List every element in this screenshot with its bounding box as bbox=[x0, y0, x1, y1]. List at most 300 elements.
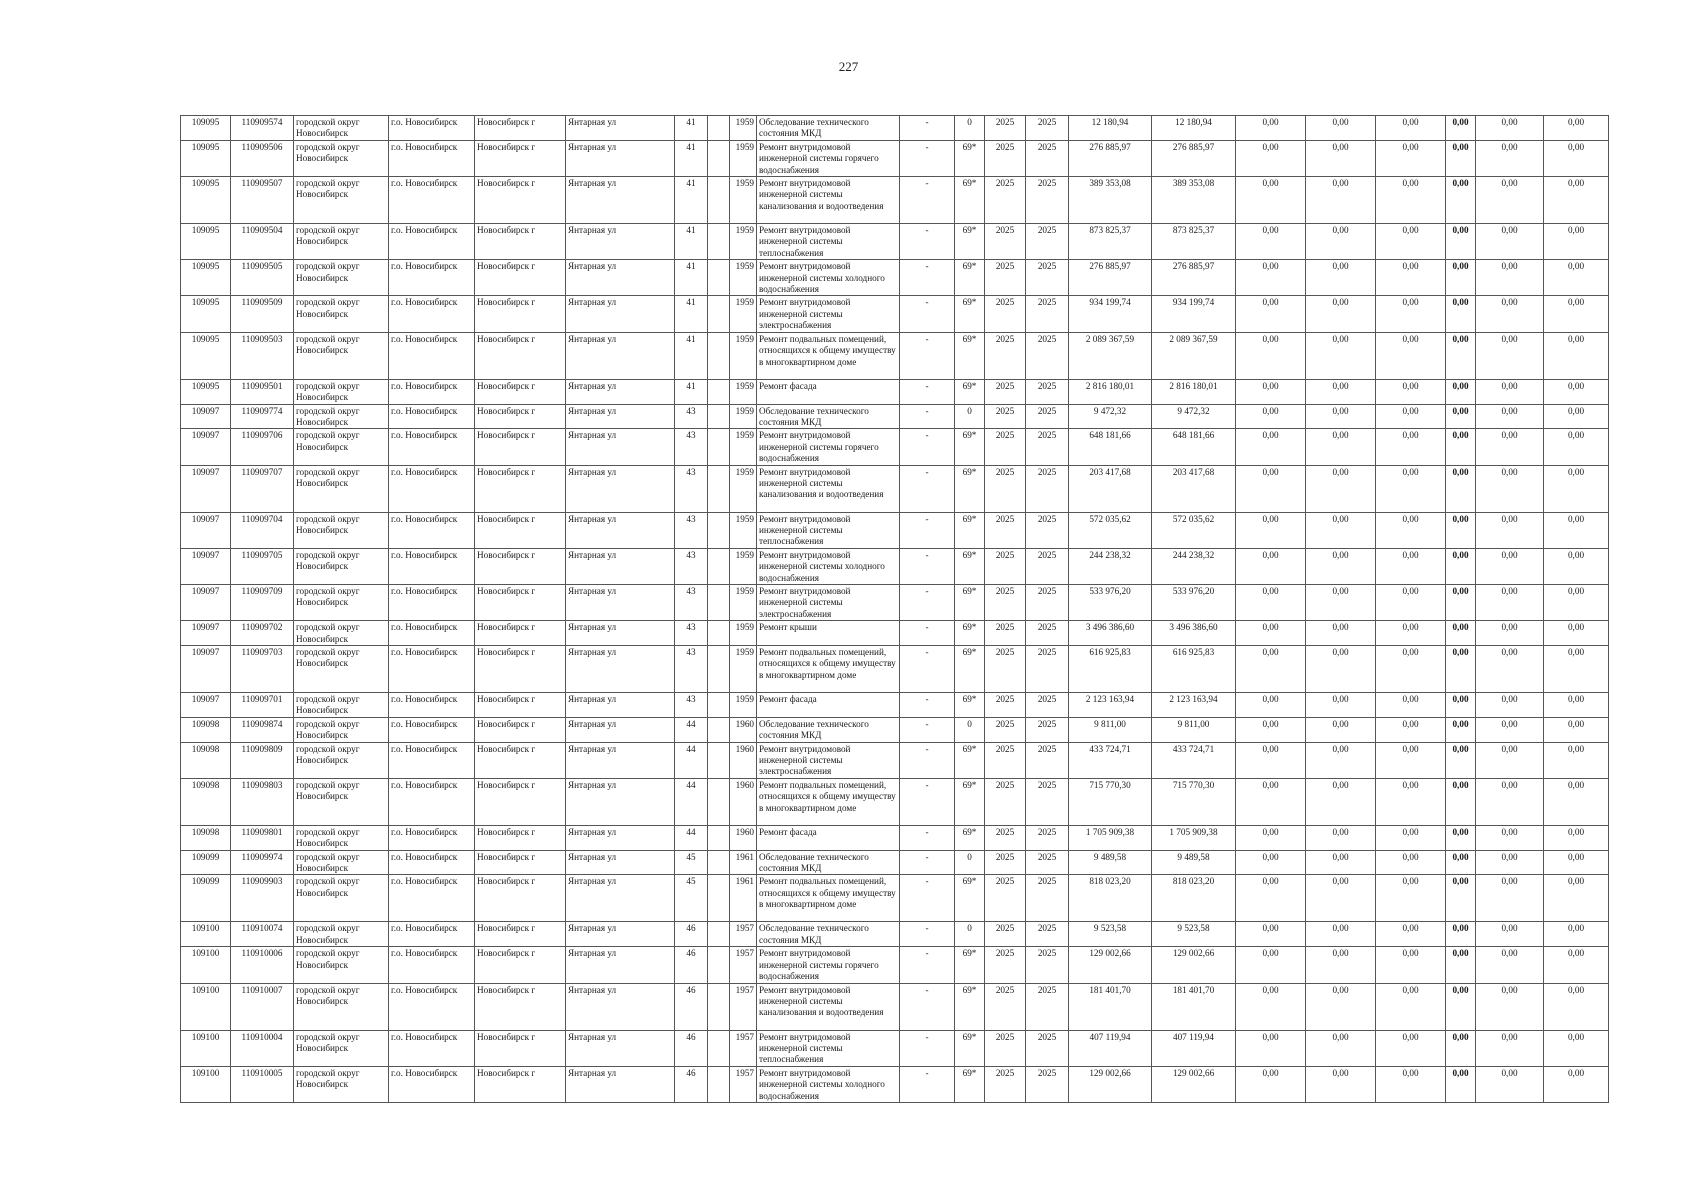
cell-service-life: 0 bbox=[955, 922, 985, 947]
cell-cost-col-5: 0,00 bbox=[1476, 947, 1544, 983]
cell-total-cost: 9 472,32 bbox=[1069, 404, 1152, 429]
cell-service-life: 69* bbox=[955, 379, 985, 404]
cell-district: г.о. Новосибирск bbox=[389, 548, 475, 584]
cell-cost-col-5: 0,00 bbox=[1476, 825, 1544, 850]
cell-cost-col-1: 0,00 bbox=[1236, 296, 1306, 332]
cell-cost-col-1: 0,00 bbox=[1236, 404, 1306, 429]
cell-building-letter bbox=[708, 850, 730, 875]
cell-municipality: городской округ Новосибирск bbox=[294, 825, 389, 850]
cell-work-type: Ремонт фасада bbox=[757, 825, 900, 850]
cell-cost-col-4: 0,00 bbox=[1446, 224, 1476, 260]
cell-cost-col-2: 0,00 bbox=[1306, 825, 1376, 850]
cell-street: Янтарная ул bbox=[566, 584, 675, 620]
cell-cost-col-5: 0,00 bbox=[1476, 465, 1544, 512]
cell-service-life: 69* bbox=[955, 693, 985, 718]
cell-work-type: Обследование технического состояния МКД bbox=[757, 404, 900, 429]
cell-municipality: городской округ Новосибирск bbox=[294, 224, 389, 260]
cell-house-id: 109100 bbox=[181, 1066, 231, 1102]
cell-house-id: 109098 bbox=[181, 778, 231, 825]
cell-cost-col-2: 0,00 bbox=[1306, 429, 1376, 465]
cell-fund-cost: 533 976,20 bbox=[1152, 584, 1236, 620]
cell-cost-col-3: 0,00 bbox=[1376, 140, 1446, 176]
cell-build-year: 1957 bbox=[730, 1030, 757, 1066]
cell-work-type: Ремонт внутридомовой инженерной системы горячего водоснабжения bbox=[757, 429, 900, 465]
cell-house-number: 41 bbox=[675, 116, 708, 141]
cell-city: Новосибирск г bbox=[475, 332, 566, 379]
cell-city: Новосибирск г bbox=[475, 116, 566, 141]
cell-work-type: Ремонт внутридомовой инженерной системы теплоснабжения bbox=[757, 512, 900, 548]
cell-cost-col-2: 0,00 bbox=[1306, 584, 1376, 620]
cell-plan-year-start: 2025 bbox=[985, 429, 1026, 465]
cell-service-life: 69* bbox=[955, 584, 985, 620]
cell-house-id: 109095 bbox=[181, 260, 231, 296]
cell-cost-col-4: 0,00 bbox=[1446, 116, 1476, 141]
cell-cost-col-3: 0,00 bbox=[1376, 742, 1446, 778]
cell-street: Янтарная ул bbox=[566, 850, 675, 875]
cell-house-id: 109097 bbox=[181, 429, 231, 465]
cell-total-cost: 276 885,97 bbox=[1069, 140, 1152, 176]
cell-municipality: городской округ Новосибирск bbox=[294, 1030, 389, 1066]
cell-work-id: 110909809 bbox=[231, 742, 294, 778]
cell-house-id: 109097 bbox=[181, 621, 231, 646]
cell-building-letter bbox=[708, 621, 730, 646]
cell-unit: - bbox=[900, 548, 955, 584]
cell-cost-col-1: 0,00 bbox=[1236, 332, 1306, 379]
cell-total-cost: 1 705 909,38 bbox=[1069, 825, 1152, 850]
cell-total-cost: 9 523,58 bbox=[1069, 922, 1152, 947]
cell-build-year: 1961 bbox=[730, 850, 757, 875]
cell-fund-cost: 244 238,32 bbox=[1152, 548, 1236, 584]
cell-work-id: 110910005 bbox=[231, 1066, 294, 1102]
cell-cost-col-4: 0,00 bbox=[1446, 465, 1476, 512]
cell-cost-col-5: 0,00 bbox=[1476, 646, 1544, 693]
cell-work-id: 110909707 bbox=[231, 465, 294, 512]
cell-building-letter bbox=[708, 778, 730, 825]
cell-cost-col-6: 0,00 bbox=[1544, 983, 1609, 1030]
cell-plan-year-start: 2025 bbox=[985, 296, 1026, 332]
cell-unit: - bbox=[900, 983, 955, 1030]
cell-cost-col-6: 0,00 bbox=[1544, 584, 1609, 620]
cell-cost-col-6: 0,00 bbox=[1544, 1066, 1609, 1102]
cell-house-number: 44 bbox=[675, 778, 708, 825]
cell-fund-cost: 181 401,70 bbox=[1152, 983, 1236, 1030]
cell-work-id: 110909801 bbox=[231, 825, 294, 850]
cell-total-cost: 12 180,94 bbox=[1069, 116, 1152, 141]
cell-cost-col-2: 0,00 bbox=[1306, 983, 1376, 1030]
cell-service-life: 69* bbox=[955, 646, 985, 693]
cell-house-id: 109095 bbox=[181, 177, 231, 224]
cell-plan-year-start: 2025 bbox=[985, 742, 1026, 778]
cell-municipality: городской округ Новосибирск bbox=[294, 983, 389, 1030]
cell-cost-col-2: 0,00 bbox=[1306, 465, 1376, 512]
cell-plan-year-start: 2025 bbox=[985, 177, 1026, 224]
table-row bbox=[181, 621, 1609, 646]
cell-municipality: городской округ Новосибирск bbox=[294, 742, 389, 778]
cell-fund-cost: 2 123 163,94 bbox=[1152, 693, 1236, 718]
cell-service-life: 69* bbox=[955, 621, 985, 646]
cell-cost-col-6: 0,00 bbox=[1544, 332, 1609, 379]
cell-street: Янтарная ул bbox=[566, 260, 675, 296]
cell-plan-year-end: 2025 bbox=[1026, 512, 1069, 548]
cell-total-cost: 2 816 180,01 bbox=[1069, 379, 1152, 404]
cell-cost-col-4: 0,00 bbox=[1446, 922, 1476, 947]
cell-municipality: городской округ Новосибирск bbox=[294, 850, 389, 875]
cell-district: г.о. Новосибирск bbox=[389, 379, 475, 404]
cell-cost-col-6: 0,00 bbox=[1544, 465, 1609, 512]
cell-city: Новосибирск г bbox=[475, 693, 566, 718]
cell-city: Новосибирск г bbox=[475, 260, 566, 296]
cell-build-year: 1959 bbox=[730, 621, 757, 646]
cell-cost-col-3: 0,00 bbox=[1376, 983, 1446, 1030]
cell-street: Янтарная ул bbox=[566, 717, 675, 742]
cell-street: Янтарная ул bbox=[566, 140, 675, 176]
cell-building-letter bbox=[708, 646, 730, 693]
cell-street: Янтарная ул bbox=[566, 429, 675, 465]
cell-cost-col-6: 0,00 bbox=[1544, 512, 1609, 548]
cell-fund-cost: 389 353,08 bbox=[1152, 177, 1236, 224]
cell-plan-year-start: 2025 bbox=[985, 621, 1026, 646]
cell-cost-col-6: 0,00 bbox=[1544, 429, 1609, 465]
cell-plan-year-end: 2025 bbox=[1026, 296, 1069, 332]
cell-total-cost: 818 023,20 bbox=[1069, 875, 1152, 922]
cell-building-letter bbox=[708, 177, 730, 224]
cell-street: Янтарная ул bbox=[566, 947, 675, 983]
cell-building-letter bbox=[708, 512, 730, 548]
cell-unit: - bbox=[900, 850, 955, 875]
cell-work-id: 110909505 bbox=[231, 260, 294, 296]
cell-work-id: 110909974 bbox=[231, 850, 294, 875]
cell-cost-col-3: 0,00 bbox=[1376, 332, 1446, 379]
cell-work-id: 110910004 bbox=[231, 1030, 294, 1066]
cell-cost-col-5: 0,00 bbox=[1476, 512, 1544, 548]
table-row bbox=[181, 548, 1609, 584]
cell-cost-col-1: 0,00 bbox=[1236, 260, 1306, 296]
cell-fund-cost: 9 472,32 bbox=[1152, 404, 1236, 429]
cell-work-type: Обследование технического состояния МКД bbox=[757, 116, 900, 141]
cell-cost-col-6: 0,00 bbox=[1544, 850, 1609, 875]
cell-municipality: городской округ Новосибирск bbox=[294, 548, 389, 584]
cell-service-life: 69* bbox=[955, 778, 985, 825]
cell-house-id: 109095 bbox=[181, 296, 231, 332]
cell-cost-col-4: 0,00 bbox=[1446, 548, 1476, 584]
cell-house-number: 43 bbox=[675, 512, 708, 548]
cell-cost-col-4: 0,00 bbox=[1446, 177, 1476, 224]
cell-cost-col-1: 0,00 bbox=[1236, 512, 1306, 548]
cell-plan-year-start: 2025 bbox=[985, 983, 1026, 1030]
cell-plan-year-start: 2025 bbox=[985, 778, 1026, 825]
cell-total-cost: 389 353,08 bbox=[1069, 177, 1152, 224]
cell-street: Янтарная ул bbox=[566, 404, 675, 429]
cell-work-id: 110909703 bbox=[231, 646, 294, 693]
cell-fund-cost: 818 023,20 bbox=[1152, 875, 1236, 922]
cell-cost-col-3: 0,00 bbox=[1376, 778, 1446, 825]
cell-street: Янтарная ул bbox=[566, 512, 675, 548]
cell-city: Новосибирск г bbox=[475, 512, 566, 548]
cell-cost-col-2: 0,00 bbox=[1306, 646, 1376, 693]
cell-cost-col-6: 0,00 bbox=[1544, 140, 1609, 176]
cell-work-type: Обследование технического состояния МКД bbox=[757, 850, 900, 875]
cell-cost-col-5: 0,00 bbox=[1476, 260, 1544, 296]
cell-house-id: 109097 bbox=[181, 693, 231, 718]
cell-cost-col-6: 0,00 bbox=[1544, 548, 1609, 584]
cell-street: Янтарная ул bbox=[566, 332, 675, 379]
cell-work-type: Ремонт внутридомовой инженерной системы электроснабжения bbox=[757, 742, 900, 778]
cell-plan-year-start: 2025 bbox=[985, 260, 1026, 296]
cell-cost-col-4: 0,00 bbox=[1446, 404, 1476, 429]
cell-cost-col-5: 0,00 bbox=[1476, 621, 1544, 646]
cell-district: г.о. Новосибирск bbox=[389, 465, 475, 512]
table-row bbox=[181, 742, 1609, 778]
cell-house-number: 46 bbox=[675, 1066, 708, 1102]
cell-municipality: городской округ Новосибирск bbox=[294, 778, 389, 825]
cell-build-year: 1959 bbox=[730, 548, 757, 584]
cell-cost-col-5: 0,00 bbox=[1476, 584, 1544, 620]
cell-cost-col-5: 0,00 bbox=[1476, 177, 1544, 224]
cell-unit: - bbox=[900, 379, 955, 404]
cell-work-type: Ремонт внутридомовой инженерной системы теплоснабжения bbox=[757, 224, 900, 260]
cell-work-type: Ремонт подвальных помещений, относящихся к общему имуществу в многоквартирном доме bbox=[757, 332, 900, 379]
cell-district: г.о. Новосибирск bbox=[389, 742, 475, 778]
table-row bbox=[181, 140, 1609, 176]
cell-cost-col-4: 0,00 bbox=[1446, 717, 1476, 742]
cell-total-cost: 244 238,32 bbox=[1069, 548, 1152, 584]
cell-build-year: 1960 bbox=[730, 742, 757, 778]
cell-service-life: 69* bbox=[955, 177, 985, 224]
cell-street: Янтарная ул bbox=[566, 693, 675, 718]
cell-city: Новосибирск г bbox=[475, 584, 566, 620]
cell-plan-year-end: 2025 bbox=[1026, 548, 1069, 584]
cell-city: Новосибирск г bbox=[475, 717, 566, 742]
cell-total-cost: 873 825,37 bbox=[1069, 224, 1152, 260]
cell-plan-year-end: 2025 bbox=[1026, 584, 1069, 620]
cell-fund-cost: 12 180,94 bbox=[1152, 116, 1236, 141]
cell-cost-col-3: 0,00 bbox=[1376, 646, 1446, 693]
cell-build-year: 1959 bbox=[730, 116, 757, 141]
cell-service-life: 69* bbox=[955, 825, 985, 850]
cell-fund-cost: 9 489,58 bbox=[1152, 850, 1236, 875]
cell-cost-col-2: 0,00 bbox=[1306, 548, 1376, 584]
cell-build-year: 1960 bbox=[730, 778, 757, 825]
cell-work-type: Ремонт внутридомовой инженерной системы горячего водоснабжения bbox=[757, 140, 900, 176]
cell-cost-col-2: 0,00 bbox=[1306, 379, 1376, 404]
cell-building-letter bbox=[708, 332, 730, 379]
cell-house-number: 43 bbox=[675, 429, 708, 465]
cell-building-letter bbox=[708, 260, 730, 296]
cell-building-letter bbox=[708, 465, 730, 512]
cell-municipality: городской округ Новосибирск bbox=[294, 140, 389, 176]
cell-work-type: Ремонт подвальных помещений, относящихся к общему имуществу в многоквартирном доме bbox=[757, 778, 900, 825]
cell-house-id: 109095 bbox=[181, 140, 231, 176]
cell-municipality: городской округ Новосибирск bbox=[294, 404, 389, 429]
table-row bbox=[181, 404, 1609, 429]
cell-work-id: 110909704 bbox=[231, 512, 294, 548]
cell-service-life: 69* bbox=[955, 1066, 985, 1102]
cell-municipality: городской округ Новосибирск bbox=[294, 947, 389, 983]
cell-street: Янтарная ул bbox=[566, 116, 675, 141]
cell-cost-col-1: 0,00 bbox=[1236, 379, 1306, 404]
cell-house-id: 109098 bbox=[181, 742, 231, 778]
cell-work-id: 110909803 bbox=[231, 778, 294, 825]
cell-plan-year-start: 2025 bbox=[985, 947, 1026, 983]
cell-cost-col-4: 0,00 bbox=[1446, 584, 1476, 620]
cell-total-cost: 572 035,62 bbox=[1069, 512, 1152, 548]
cell-municipality: городской округ Новосибирск bbox=[294, 429, 389, 465]
cell-work-type: Ремонт подвальных помещений, относящихся к общему имуществу в многоквартирном доме bbox=[757, 646, 900, 693]
cell-cost-col-2: 0,00 bbox=[1306, 296, 1376, 332]
cell-city: Новосибирск г bbox=[475, 177, 566, 224]
cell-cost-col-5: 0,00 bbox=[1476, 404, 1544, 429]
cell-cost-col-2: 0,00 bbox=[1306, 850, 1376, 875]
cell-cost-col-1: 0,00 bbox=[1236, 621, 1306, 646]
cell-plan-year-end: 2025 bbox=[1026, 404, 1069, 429]
cell-city: Новосибирск г bbox=[475, 947, 566, 983]
cell-house-id: 109098 bbox=[181, 717, 231, 742]
cell-build-year: 1961 bbox=[730, 875, 757, 922]
cell-service-life: 69* bbox=[955, 260, 985, 296]
cell-fund-cost: 9 811,00 bbox=[1152, 717, 1236, 742]
cell-plan-year-end: 2025 bbox=[1026, 621, 1069, 646]
cell-cost-col-6: 0,00 bbox=[1544, 825, 1609, 850]
cell-city: Новосибирск г bbox=[475, 404, 566, 429]
cell-build-year: 1959 bbox=[730, 224, 757, 260]
cell-total-cost: 648 181,66 bbox=[1069, 429, 1152, 465]
table-row bbox=[181, 717, 1609, 742]
cell-service-life: 69* bbox=[955, 332, 985, 379]
cell-cost-col-5: 0,00 bbox=[1476, 296, 1544, 332]
works-register-table bbox=[180, 115, 1609, 1103]
cell-cost-col-1: 0,00 bbox=[1236, 875, 1306, 922]
cell-unit: - bbox=[900, 646, 955, 693]
cell-house-id: 109095 bbox=[181, 116, 231, 141]
cell-street: Янтарная ул bbox=[566, 621, 675, 646]
table-row bbox=[181, 379, 1609, 404]
cell-cost-col-2: 0,00 bbox=[1306, 1066, 1376, 1102]
cell-work-type: Ремонт внутридомовой инженерной системы канализования и водоотведения bbox=[757, 465, 900, 512]
cell-cost-col-6: 0,00 bbox=[1544, 224, 1609, 260]
cell-house-id: 109095 bbox=[181, 224, 231, 260]
cell-plan-year-start: 2025 bbox=[985, 512, 1026, 548]
cell-plan-year-end: 2025 bbox=[1026, 379, 1069, 404]
cell-cost-col-2: 0,00 bbox=[1306, 332, 1376, 379]
cell-cost-col-4: 0,00 bbox=[1446, 140, 1476, 176]
table-row bbox=[181, 646, 1609, 693]
cell-cost-col-3: 0,00 bbox=[1376, 465, 1446, 512]
cell-unit: - bbox=[900, 922, 955, 947]
cell-cost-col-6: 0,00 bbox=[1544, 875, 1609, 922]
cell-district: г.о. Новосибирск bbox=[389, 850, 475, 875]
cell-cost-col-2: 0,00 bbox=[1306, 1030, 1376, 1066]
cell-cost-col-2: 0,00 bbox=[1306, 116, 1376, 141]
cell-work-id: 110910007 bbox=[231, 983, 294, 1030]
cell-cost-col-5: 0,00 bbox=[1476, 224, 1544, 260]
cell-cost-col-2: 0,00 bbox=[1306, 404, 1376, 429]
cell-plan-year-start: 2025 bbox=[985, 584, 1026, 620]
cell-service-life: 69* bbox=[955, 224, 985, 260]
cell-total-cost: 129 002,66 bbox=[1069, 1066, 1152, 1102]
cell-district: г.о. Новосибирск bbox=[389, 404, 475, 429]
cell-work-type: Ремонт внутридомовой инженерной системы электроснабжения bbox=[757, 584, 900, 620]
cell-house-id: 109097 bbox=[181, 512, 231, 548]
cell-building-letter bbox=[708, 1030, 730, 1066]
cell-district: г.о. Новосибирск bbox=[389, 140, 475, 176]
cell-cost-col-1: 0,00 bbox=[1236, 646, 1306, 693]
cell-street: Янтарная ул bbox=[566, 379, 675, 404]
cell-cost-col-3: 0,00 bbox=[1376, 260, 1446, 296]
cell-house-id: 109100 bbox=[181, 1030, 231, 1066]
cell-municipality: городской округ Новосибирск bbox=[294, 260, 389, 296]
cell-unit: - bbox=[900, 1030, 955, 1066]
cell-cost-col-1: 0,00 bbox=[1236, 177, 1306, 224]
cell-unit: - bbox=[900, 621, 955, 646]
cell-unit: - bbox=[900, 224, 955, 260]
cell-city: Новосибирск г bbox=[475, 922, 566, 947]
table-row bbox=[181, 429, 1609, 465]
cell-total-cost: 129 002,66 bbox=[1069, 947, 1152, 983]
cell-work-type: Ремонт подвальных помещений, относящихся к общему имуществу в многоквартирном доме bbox=[757, 875, 900, 922]
table-row bbox=[181, 1066, 1609, 1102]
cell-unit: - bbox=[900, 260, 955, 296]
cell-build-year: 1959 bbox=[730, 693, 757, 718]
cell-cost-col-2: 0,00 bbox=[1306, 140, 1376, 176]
cell-cost-col-2: 0,00 bbox=[1306, 621, 1376, 646]
cell-plan-year-end: 2025 bbox=[1026, 140, 1069, 176]
cell-fund-cost: 276 885,97 bbox=[1152, 260, 1236, 296]
cell-work-type: Ремонт внутридомовой инженерной системы канализования и водоотведения bbox=[757, 177, 900, 224]
cell-cost-col-3: 0,00 bbox=[1376, 693, 1446, 718]
cell-work-id: 110909903 bbox=[231, 875, 294, 922]
cell-service-life: 69* bbox=[955, 296, 985, 332]
cell-house-number: 41 bbox=[675, 379, 708, 404]
cell-house-number: 41 bbox=[675, 332, 708, 379]
cell-cost-col-6: 0,00 bbox=[1544, 177, 1609, 224]
cell-plan-year-end: 2025 bbox=[1026, 825, 1069, 850]
cell-municipality: городской округ Новосибирск bbox=[294, 116, 389, 141]
cell-cost-col-6: 0,00 bbox=[1544, 778, 1609, 825]
cell-house-id: 109100 bbox=[181, 922, 231, 947]
cell-work-id: 110909504 bbox=[231, 224, 294, 260]
cell-cost-col-4: 0,00 bbox=[1446, 512, 1476, 548]
cell-municipality: городской округ Новосибирск bbox=[294, 332, 389, 379]
cell-house-number: 46 bbox=[675, 922, 708, 947]
cell-cost-col-1: 0,00 bbox=[1236, 742, 1306, 778]
cell-service-life: 69* bbox=[955, 140, 985, 176]
cell-city: Новосибирск г bbox=[475, 296, 566, 332]
cell-cost-col-1: 0,00 bbox=[1236, 717, 1306, 742]
cell-service-life: 0 bbox=[955, 404, 985, 429]
table-row bbox=[181, 1030, 1609, 1066]
cell-city: Новосибирск г bbox=[475, 224, 566, 260]
cell-cost-col-1: 0,00 bbox=[1236, 548, 1306, 584]
cell-unit: - bbox=[900, 512, 955, 548]
cell-fund-cost: 9 523,58 bbox=[1152, 922, 1236, 947]
cell-district: г.о. Новосибирск bbox=[389, 296, 475, 332]
cell-fund-cost: 572 035,62 bbox=[1152, 512, 1236, 548]
cell-unit: - bbox=[900, 717, 955, 742]
page-number: 227 bbox=[838, 59, 859, 74]
cell-work-type: Ремонт фасада bbox=[757, 693, 900, 718]
cell-fund-cost: 203 417,68 bbox=[1152, 465, 1236, 512]
cell-cost-col-6: 0,00 bbox=[1544, 260, 1609, 296]
cell-fund-cost: 934 199,74 bbox=[1152, 296, 1236, 332]
cell-house-number: 44 bbox=[675, 825, 708, 850]
cell-work-type: Ремонт фасада bbox=[757, 379, 900, 404]
cell-house-id: 109097 bbox=[181, 404, 231, 429]
cell-unit: - bbox=[900, 177, 955, 224]
cell-city: Новосибирск г bbox=[475, 548, 566, 584]
cell-building-letter bbox=[708, 116, 730, 141]
cell-plan-year-start: 2025 bbox=[985, 825, 1026, 850]
cell-plan-year-start: 2025 bbox=[985, 332, 1026, 379]
